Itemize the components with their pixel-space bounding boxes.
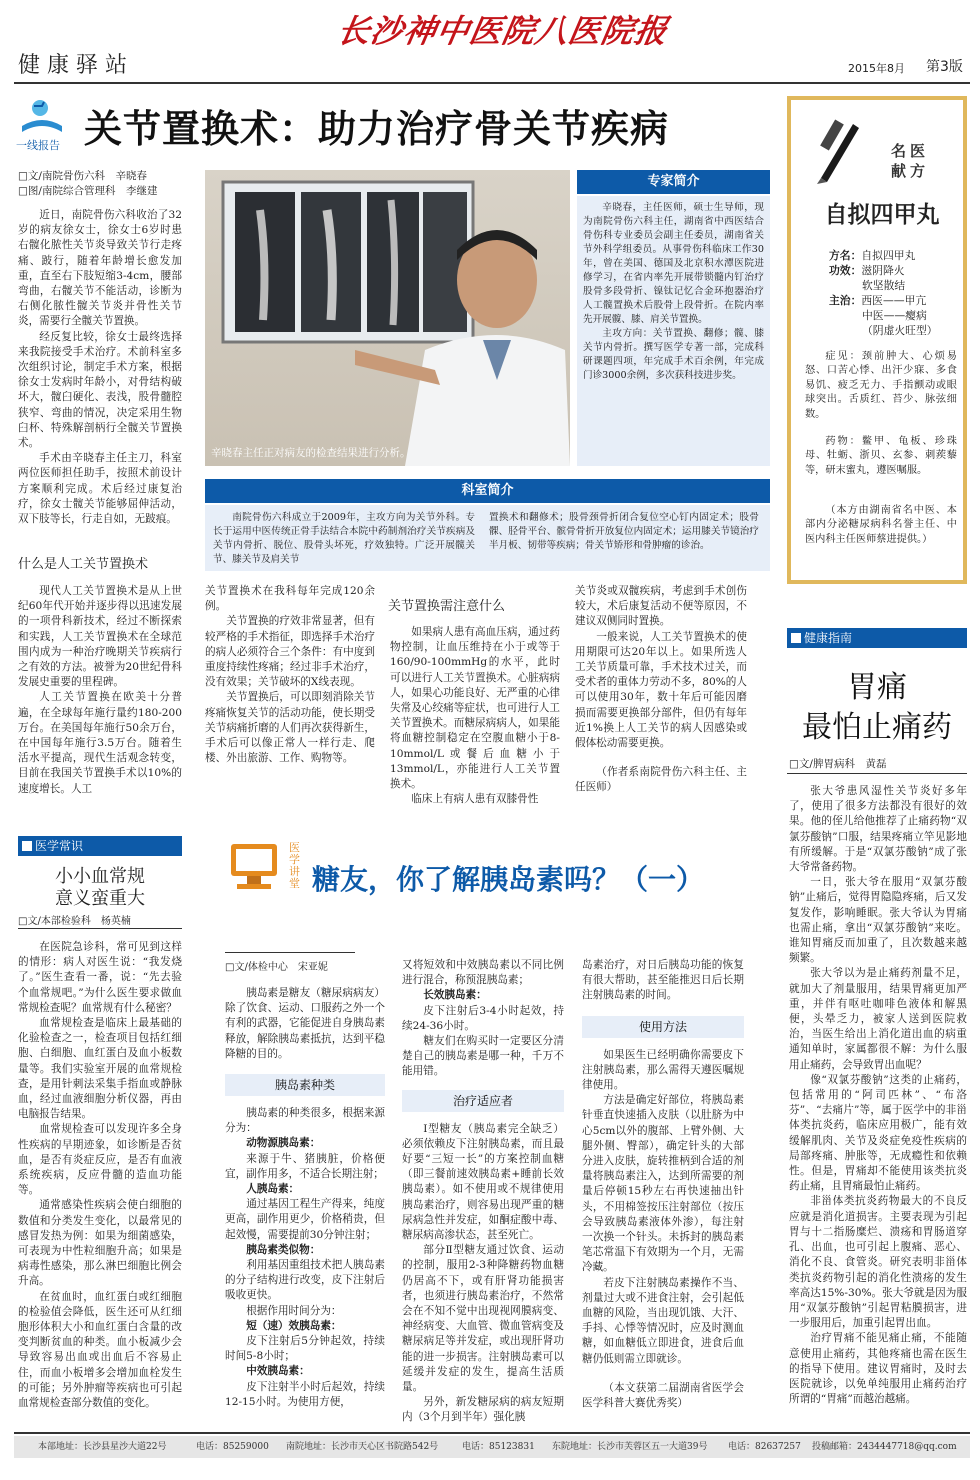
paragraph: 皮下注射后5分钟起效，持续时间5-8小时； bbox=[225, 1335, 385, 1363]
footer-email: 投稿邮箱：2434447718@qq.com bbox=[812, 1442, 957, 1452]
footer-address-main: 本部地址：长沙县星沙大道22号 bbox=[38, 1442, 167, 1452]
insulin-col3 bbox=[582, 958, 744, 1411]
expert-box bbox=[577, 196, 770, 466]
footer-rule bbox=[14, 1432, 970, 1434]
section-title: 健康驿站 bbox=[18, 53, 135, 78]
recipe-row: 软坚散结 bbox=[862, 279, 906, 292]
paragraph: 张大爷患风湿性关节炎好多年了，使用了很多方法都没有很好的效果。他的侄儿给他推荐了止痛药物“双氯芬酸钠”口服，结果疼痛立竿见影地有所缓解。于是“双氯芬酸钠”成了张大爷常备药物。 bbox=[789, 785, 967, 874]
recipe-row: 中医——瘿病 bbox=[862, 309, 927, 322]
paragraph: 关节置换的疗效非常显著，但有较严格的手术指征，即选择手术治疗的病人必须符合三个条件：有中度到重度持续性疼痛；经过非手术治疗，没有效果；关节破坏的X线表现。 bbox=[205, 615, 375, 689]
credit-text: □文/南院骨伤六科 辛晓春 bbox=[18, 170, 147, 182]
recipe-source: （本方由湖南省名中医、本部内分泌糖尿病科名誉主任、中医内科主任医师蔡进提供。） bbox=[805, 505, 957, 545]
subhead-indication: 治疗适应者 bbox=[402, 1090, 564, 1112]
paragraph: 非甾体类抗炎药物最大的不良反应就是消化道损害。主要表现为引起胃与十二指肠糜烂、溃疡和胃肠道穿孔、出血，也可引起上腹痛、恶心、消化不良、食管炎。研究表明非甾体类抗炎药物引起的消化性溃疡的发生率高达15%-30%。张大爷就是因为服用“双氯芬酸钠”引起胃粘膜损害，进一步服用后，加重引起胃出血。 bbox=[789, 1195, 967, 1330]
paragraph: 临床上有病人患有双膝骨性 bbox=[411, 793, 539, 806]
main-col1 bbox=[18, 208, 182, 527]
subhead-types: 胰岛素种类 bbox=[225, 1074, 385, 1096]
badge-recipe: 献方 bbox=[891, 162, 930, 180]
guide-text bbox=[789, 784, 967, 1407]
insulin-col2 bbox=[402, 958, 564, 1426]
paragraph: 辛晓春，主任医师，硕士生导师，现为南院骨伤六科主任，湖南省中西医结合骨伤科专业委员会副主任委员，湖南省关节外科学组委员。从事骨伤科临床工作30年，曾在美国、德国及北京积水潭医院进修学习，在省内率先开展带锁髓内钉治疗股骨多段骨折、镍钛记忆合金环抱器治疗人工髋置换术后股骨上段骨折。在院内率先开展髋、膝、肩关节置换。 bbox=[583, 202, 764, 325]
paragraph: 长效胰岛素： bbox=[423, 989, 487, 1002]
masthead: 长沙神中医院八医院报 bbox=[334, 12, 672, 50]
footer-bar bbox=[14, 1436, 970, 1458]
paragraph: 如果病人患有高血压病，通过药物控制，让血压维持在小于或等于160/90-100mmHg的水平，此时可以进行人工关节置换术。心脏病病人，如果心功能良好、无严重的心律失常及心绞痛等症状，也可进行人工关节置换术。而糖尿病病人，如果能将血糖控制稳定在空腹血糖小于8-10mmol/L或餐后血糖小于13mmol/L，亦能进行人工关节置换术。 bbox=[390, 626, 560, 791]
paragraph: 通常感染性疾病会使白细胞的数值和分类发生变化，以最常见的感冒发热为例：如果为细菌感染，可表现为中性粒细胞升高；如果是病毒性感染，那么淋巴细胞比例会升高。 bbox=[18, 1199, 182, 1288]
paragraph: 动物源胰岛素： bbox=[246, 1137, 321, 1150]
paragraph: 另外，新发糖尿病的病友短期内（3个月到半年）强化胰 bbox=[402, 1396, 564, 1424]
report-icon bbox=[18, 96, 66, 138]
lecture-label: 医学讲堂 bbox=[289, 841, 300, 890]
badge-famous: 名医 bbox=[891, 142, 930, 160]
paragraph: 血常规检查是临床上最基础的化验检查之一，检查项目包括红细胞、白细胞、血红蛋白及血小板数量等。我们实验室开展的血常规检查，是用针刺法采集手指血或静脉血，经过血液细胞分析仪器，再由电脑报告结果。 bbox=[18, 1017, 182, 1121]
header-rule bbox=[14, 82, 970, 84]
expert-title: 专家简介 bbox=[577, 170, 770, 194]
recipe-box bbox=[787, 96, 967, 584]
paragraph: 通过基因工程生产得来，纯度更高，副作用更少，价格稍贵，但起效慢，需要提前30分钟注射； bbox=[225, 1198, 385, 1241]
paragraph: 手术由辛晓春主任主刀，科室两位医师担任助手，按照术前设计方案顺利完成。术后经过康复治疗，徐女士髋关节能够屈伸活动，双下肢等长，行走自如，无跛痕。 bbox=[18, 452, 182, 526]
blood-tag bbox=[18, 836, 182, 856]
paragraph: 人胰岛素： bbox=[246, 1183, 300, 1196]
paragraph: 中效胰岛素： bbox=[246, 1365, 310, 1378]
blood-credit: □文/本部检验科 杨英楠 bbox=[18, 916, 131, 927]
paragraph: 经反复比较，徐女士最终选择来我院接受手术治疗。术前科室多次组织讨论，制定手术方案，根据徐女士发病时年龄小，对骨结构破坏大，髋臼硬化、表浅，股骨髓腔狭窄、弯曲的情况，决定采用生物臼杯、特殊解剖柄行全髋关节置换术。 bbox=[18, 330, 182, 450]
guide-title1: 胃痛 bbox=[847, 670, 907, 705]
report-label: 一线报告 bbox=[16, 139, 60, 152]
footer-phone-south: 电话：85123831 bbox=[462, 1442, 535, 1452]
dept-box bbox=[205, 505, 770, 571]
paragraph: 利用基因重组技术把人胰岛素的分子结构进行改变，皮下注射后吸收更快。 bbox=[225, 1259, 385, 1302]
blood-rule bbox=[18, 928, 182, 929]
page-number: 第3版 bbox=[926, 59, 963, 75]
paragraph: 又将短效和中效胰岛素以不同比例进行混合，称预混胰岛素； bbox=[402, 959, 564, 987]
paragraph: 主攻方向：关节置换、翻修；髋、膝关节内骨折。撰写医学专著一部，完成科研课题四项，年完成手术百余例，年完成门诊3000余例，多次获科技进步奖。 bbox=[583, 328, 764, 381]
pen-icon bbox=[807, 116, 867, 186]
recipe-row: （阴虚火旺型） bbox=[862, 324, 938, 337]
insulin-col1 bbox=[225, 986, 385, 1410]
paragraph: 人工关节置换在欧美十分普遍，在全球每年施行量约180-200万台。在美国每年施行50余万台，在中国每年施行3.5万台。随着生活水平提高，现代生活观念转变，目前在我国关节置换手术以10%的速度增长。人工 bbox=[18, 691, 182, 795]
recipe-symptom: 症见：颈前肿大、心烦易怒、口苦心悸、出汗少寐、多食易饥、疲乏无力、手指颤动或眼球突出。舌质红、苔少、脉弦细数。 bbox=[805, 351, 957, 420]
footer-address-south: 南院地址：长沙市天心区书院路542号 bbox=[286, 1442, 439, 1452]
paragraph: 张大爷以为是止痛药剂量不足，就加大了剂量服用，结果胃痛更加严重，并伴有呕吐咖啡色液体和解黑便，头晕乏力，被家人送到医院救治，当医生给出上消化道出血的病重通知单时，家属都很不解：为什么服用止痛药，会导致胃出血呢？ bbox=[789, 967, 967, 1071]
main-col2b bbox=[205, 584, 375, 766]
paragraph: 置换术和翻修术；股骨颈骨折闭合复位空心钉内固定术；股骨髁、胫骨平台、髌骨骨折开放复位内固定术；运用膝关节镜治疗半月板、韧带等疾病；骨关节矫形和骨肿瘤的诊治。 bbox=[489, 512, 759, 551]
paragraph: 在贫血时，血红蛋白或红细胞的检验值会降低，医生还可从红细胞形体积大小和血红蛋白含量的改变判断贫血的种类。血小板减少会导致容易出血或出血后不容易止住，而血小板增多会增加血栓发生的可能；另外肿瘤等疾病也可引起血常规检查部分数值的变化。 bbox=[18, 1290, 182, 1410]
paragraph: 短（速）效胰岛素： bbox=[246, 1319, 342, 1332]
paragraph: 若皮下注射胰岛素操作不当、剂量过大或不进食注射，会引起低血糖的风险，当出现饥饿、大汗、手抖、心悸等情况时，应及时测血糖，如血糖低立即进食，进食后血糖仍低则需立即就诊。 bbox=[582, 1276, 744, 1365]
main-col1b bbox=[18, 584, 182, 797]
paragraph: 糖友们在购买时一定要区分清楚自己的胰岛素是哪一种，千万不能用错。 bbox=[402, 1035, 564, 1078]
paragraph: 在医院急诊科，常可见到这样的情形：病人对医生说：“我发烧了。”医生查看一番，说：“先去验个血常规吧。”为什么医生要求做血常规检查呢？血常规有什么秘密？ bbox=[18, 941, 182, 1014]
paragraph: 治疗胃痛不能见痛止痛，不能随意使用止痛药，其他疼痛也需在医生的指导下使用。建议胃痛时，及时去医院就诊，以免单纯服用止痛药治疗所谓的“胃痛”而越治越痛。 bbox=[789, 1332, 967, 1406]
recipe-row: 方名：自拟四甲丸 bbox=[829, 249, 916, 262]
insulin-credit: □文/体检中心 宋亚妮 bbox=[225, 962, 328, 973]
author-note: （作者系南院骨伤六科主任、主任医师） bbox=[575, 766, 747, 794]
paragraph: 胰岛素的种类很多，根据来源分为： bbox=[225, 1107, 385, 1135]
recipe-rows bbox=[829, 248, 959, 338]
paragraph: 像“双氯芬酸钠”这类的止痛药，包括常用的“阿司匹林”、“布洛芬”、“去痛片”等，属于医学中的非甾体类抗炎药，临床应用极广，能有效缓解肌肉、关节及炎症免疫性疾病的局部疼痛、肿胀等，无成瘾性和依赖性。但是，胃痛却不能使用该类抗炎药止痛，且胃痛最怕止痛药。 bbox=[789, 1073, 967, 1193]
main-col3b bbox=[390, 625, 560, 807]
recipe-title: 自拟四甲丸 bbox=[824, 201, 940, 228]
paragraph: 来源于牛、猪胰脏，价格便宜，副作用多，不适合长期注射； bbox=[225, 1152, 385, 1180]
footer-phone-east: 电话：82637257 bbox=[728, 1442, 801, 1452]
paragraph: 血常规检查可以发现许多全身性疾病的早期迹象，如诊断是否贫血，是否有炎症反应，是否有血液系统疾病，反应骨髓的造血功能等。 bbox=[18, 1123, 182, 1197]
footer-phone-main: 电话：85259000 bbox=[196, 1442, 269, 1452]
guide-tag-label: 健康指南 bbox=[804, 631, 853, 645]
recipe-drugs: 药物：鳖甲、龟板、珍珠母、牡蛎、浙贝、玄参、刺蒺藜等，研末蜜丸，遵医嘱服。 bbox=[805, 436, 957, 476]
blood-tag-label: 医学常识 bbox=[35, 839, 84, 853]
blood-text bbox=[18, 940, 182, 1411]
award-note: （本文获第二届湖南省医学会医学科普大赛优秀奖） bbox=[582, 1381, 744, 1410]
subhead-method: 使用方法 bbox=[582, 1016, 744, 1038]
paragraph: 根据作用时间分为： bbox=[246, 1304, 342, 1317]
recipe-row: 主治：西医——甲亢 bbox=[829, 294, 927, 307]
paragraph: 如果医生已经明确你需要皮下注射胰岛素，那么需得天遵医嘱规律使用。 bbox=[582, 1048, 744, 1092]
insulin-rule bbox=[225, 952, 355, 953]
subhead-what: 什么是人工关节置换术 bbox=[18, 557, 149, 572]
blood-title1: 小小血常规 bbox=[55, 866, 145, 887]
main-headline: 关节置换术：助力治疗骨关节疾病 bbox=[84, 107, 670, 151]
paragraph: 一日，张大爷在服用“双氯芬酸钠”止痛后，觉得胃隐隐疼痛，后又发复发作，影响睡眠。张大爷认为胃痛也需止痛，拿出“双氯芬酸钠”来吃。谁知胃痛反而加重了，且次数越来越频繁。 bbox=[789, 876, 967, 965]
paragraph: 岛素治疗，对日后胰岛功能的恢复有很大帮助，甚至能推迟日后长期注射胰岛素的时间。 bbox=[582, 959, 744, 1002]
paragraph: 皮下注射半小时后起效，持续12-15小时。为使用方便， bbox=[225, 1380, 385, 1408]
paragraph: 胰岛素是糖友（糖尿病病友）除了饮食、运动、口服药之外一个有利的武器，它能促进自身胰岛素释放，解除胰岛素抵抗，达到平稳降糖的目的。 bbox=[225, 987, 385, 1060]
issue-date: 2015年8月 bbox=[848, 62, 905, 75]
paragraph: 胰岛素类似物： bbox=[246, 1243, 321, 1256]
insulin-headline: 糖友，你了解胰岛素吗？（一） bbox=[312, 863, 705, 896]
paragraph: 皮下注射后3-4小时起效，持续24-36小时。 bbox=[402, 1004, 564, 1032]
paragraph: 关节置换后，可以即刻消除关节疼痛恢复关节的活动功能，使长期受关节病痛折磨的人们再次获得新生，手术后可以像正常人一样行走、爬楼、外出旅游、工作、购物等。 bbox=[205, 691, 375, 765]
recipe-row: 功效：滋阴降火 bbox=[829, 264, 905, 277]
paragraph: 方法是确定好部位，将胰岛素针垂直快速插入皮肤（以肚脐为中心5cm以外的腹部、上臂外侧、大腿外侧、臀部），确定针头的大部分进入皮肤，旋转推柄到合适的剂量将胰岛素注入，达到所需要的剂量后停顿15秒左右再快速抽出针头，不用棉签按压注射部位（按压会导致胰岛素液体外渗），每注射一次换一个针头。未拆封的胰岛素笔芯常温下有效期为一个月，无需冷藏。 bbox=[582, 1094, 744, 1274]
guide-credit: □文/脾胃病科 黄磊 bbox=[789, 758, 887, 770]
paragraph: 南院骨伤六科成立于2009年，主攻方向为关节外科。专长于运用中医传统正骨手法结合本院中药制剂治疗关节疾病及关节内骨折、脱位、股骨头坏死，疗效独特。广泛开展髋关节、膝关节及肩关节 bbox=[213, 512, 475, 565]
paragraph: 现代人工关节置换术是从上世纪60年代开始并逐步得以迅速发展的一项骨科新技术，经过不断探索和实践，人工关节置换术在全球范围内成为一种治疗晚期关节疾病行之有效的方法。被誉为20世纪骨科发展史重要的里程碑。 bbox=[18, 585, 182, 689]
guide-rule bbox=[787, 773, 967, 774]
dept-title: 科室简介 bbox=[205, 479, 770, 503]
footer-address-east: 东院地址：长沙市芙蓉区五一大道39号 bbox=[552, 1442, 708, 1452]
paragraph: 近日，南院骨伤六科收治了32岁的病友徐女士，徐女士6岁时患右髋化脓性关节炎导致关节行走疼痛、跛行，随着年龄增长愈发加重，直至右下肢短缩3-4cm，腰部弯曲，右髋关节不能活动，诊断为右侧化脓性髋关节炎并骨性关节炎，需要行全髋关节置换。 bbox=[18, 209, 182, 328]
paragraph: 关节置换术在我科每年完成120余例。 bbox=[205, 585, 375, 613]
paragraph: 一般来说，人工关节置换术的使用期限可达20年以上。如果所选人工关节质量可靠，手术技术过关，而受术者的重体力劳动不多，80%的人可以使用30年，数十年后可能因磨损而需要更换部分部件，但仍有每年近1%换上人工关节的病人因感染或假体松动需要更换。 bbox=[575, 630, 747, 750]
credit-photo: □图/南院综合管理科 李继建 bbox=[18, 185, 158, 197]
photo-caption: 辛晓春主任正对病友的检查结果进行分析。 bbox=[211, 447, 411, 459]
paragraph: Ⅰ型糖友（胰岛素完全缺乏）必须依赖皮下注射胰岛素，而且最好要“三短一长”的方案控制血糖（即三餐前速效胰岛素+睡前长效胰岛素）。如不使用或不规律使用胰岛素治疗，则容易出现严重的糖尿病急性并发症，如酮症酸中毒、糖尿病高渗状态，甚至死亡。 bbox=[402, 1122, 564, 1242]
subhead-notes: 关节置换需注意什么 bbox=[388, 599, 506, 614]
doctor-photo bbox=[205, 170, 570, 466]
blood-title2: 意义蛮重大 bbox=[55, 888, 145, 909]
paragraph: 部分Ⅱ型糖友通过饮食、运动的控制，服用2-3种降糖药物血糖仍居高不下，或有肝肾功能损害者，也须进行胰岛素治疗，不然常会在不知不觉中出现视网膜病变、神经病变、大血管、微血管病变及糖尿病足等并发症，或出现肝肾功能的进一步损害。注射胰岛素可以延缓并发症的发生，提高生活质量。 bbox=[402, 1244, 564, 1394]
paragraph: 关节炎或双髋疾病，考虑到手术创伤较大，术后康复活动不便等原因，不建议双侧同时置换。 bbox=[575, 585, 747, 628]
guide-tag bbox=[787, 628, 967, 648]
guide-title2: 最怕止痛药 bbox=[802, 710, 952, 745]
main-col4b bbox=[575, 584, 747, 796]
computer-icon bbox=[225, 840, 283, 894]
